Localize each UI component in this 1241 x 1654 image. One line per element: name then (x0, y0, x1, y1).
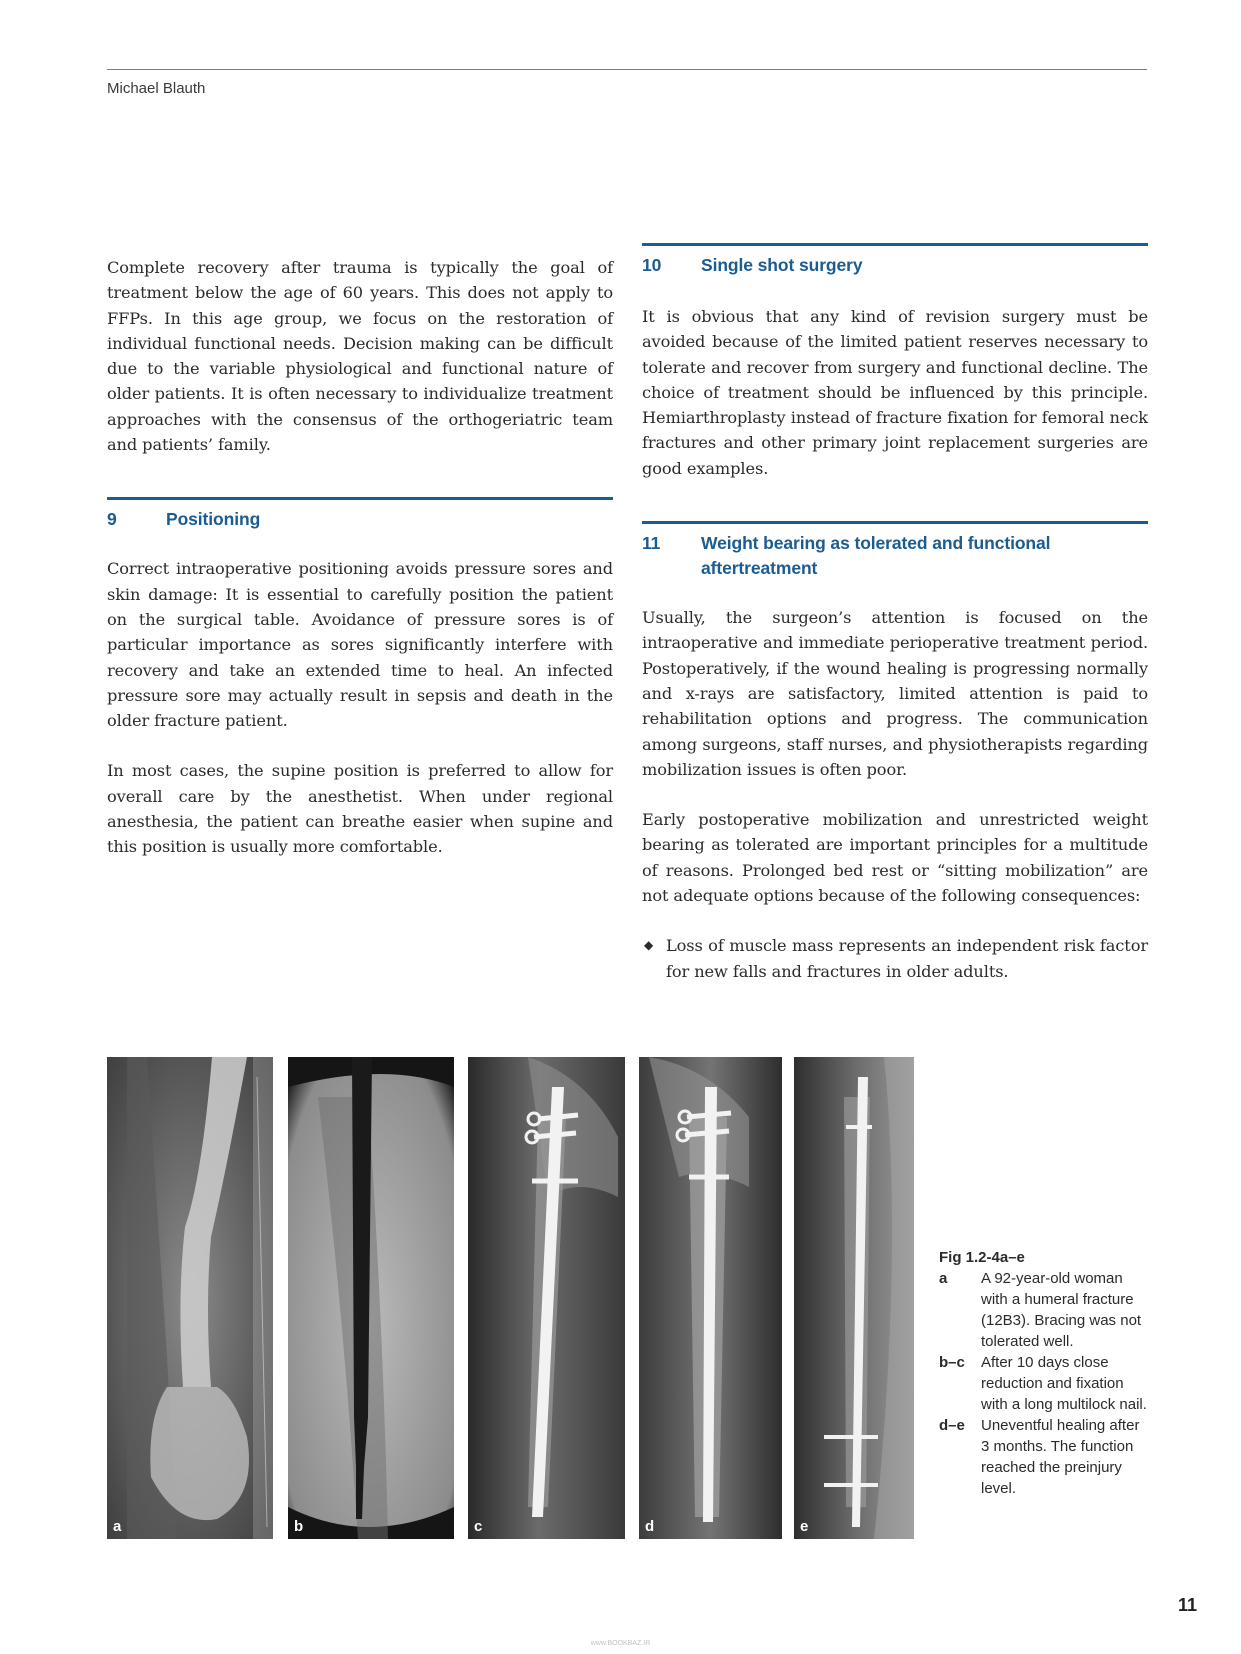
section-11-rule (642, 521, 1148, 524)
body-paragraph: Correct intraoperative positioning avoids pressure sores and skin damage: It is essential to carefully position the patient on the surgical table. Avoidance of pressure sores is of particular importance as sores significantly interfere with recovery and take an extended time to heal. An infected pressure sore may actually result in sepsis and death in the older fracture patient. (107, 559, 613, 731)
header-rule (107, 69, 1147, 70)
footer-watermark-url: www.BOOKBAZ.IR (590, 1640, 651, 1647)
bullet-diamond-icon: ◆ (644, 938, 654, 953)
section-number: 11 (642, 533, 661, 554)
panel-label-e: e (800, 1518, 809, 1535)
section-title: Weight bearing as tolerated and functional aftertreatment (701, 533, 1051, 579)
caption-key: b–c (939, 1354, 965, 1371)
intro-paragraph: Complete recovery after trauma is typically the goal of treatment below the age of 60 years. This does not apply to FFPs. In this age group, we focus on the restoration of individual functional needs. Decision making can be difficult due to the variable physiological and functional nature of older patients. It is often necessary to individualize treatment approaches with the consensus of the orthogeriatric team and patients’ family. (107, 258, 613, 455)
section-9-rule (107, 497, 613, 500)
body-paragraph: Early postoperative mobilization and unrestricted weight bearing as tolerated are important principles for a multitude of reasons. Prolonged bed rest or “sitting mobilization” are not adequate options because of the following consequences: (642, 810, 1148, 906)
page-number: 11 (1178, 1595, 1198, 1615)
body-paragraph: In most cases, the supine position is preferred to allow for overall care by the anesthetist. When under regional anesthesia, the patient can breathe easier when supine and this position is usually more comfortable. (107, 761, 613, 857)
panel-label-c: c (474, 1518, 483, 1535)
figure-caption (939, 1247, 1149, 1499)
caption-text: A 92-year-old woman with a humeral fracture (12B3). Bracing was not tolerated well. (981, 1270, 1142, 1350)
bullet-text: Loss of muscle mass represents an independent risk factor for new falls and fractures in older adults. (666, 936, 1148, 981)
xray-panel-e (794, 1057, 914, 1539)
caption-item (939, 1415, 1149, 1499)
caption-key: a (939, 1270, 948, 1287)
bullet-item (642, 933, 1148, 984)
xray-panel-a (107, 1057, 273, 1539)
xray-healed-lateral-image (794, 1057, 914, 1539)
caption-title: Fig 1.2-4a–e (939, 1249, 1025, 1266)
running-head-author: Michael Blauth (107, 80, 206, 97)
caption-item (939, 1268, 1149, 1352)
xray-panel-d (639, 1057, 782, 1539)
body-paragraph: It is obvious that any kind of revision surgery must be avoided because of the limited patient reserves necessary to tolerate and recover from surgery and functional decline. The choice of treatment should be influenced by this principle. Hemiarthroplasty instead of fracture fixation for femoral neck fractures and other primary joint replacement surgeries are good examples. (642, 307, 1148, 478)
xray-nailed-humerus-image (468, 1057, 625, 1539)
section-number: 9 (107, 509, 117, 530)
caption-key: d–e (939, 1417, 965, 1434)
caption-text: After 10 days close reduction and fixation with a long multilock nail. (981, 1354, 1147, 1413)
section-9-heading (107, 507, 613, 532)
xray-panel-b (288, 1057, 454, 1539)
xray-healed-humerus-image (639, 1057, 782, 1539)
section-number: 10 (642, 255, 662, 275)
section-11-heading (642, 531, 1148, 581)
section-10-rule (642, 243, 1148, 246)
body-paragraph: Usually, the surgeon’s attention is focused on the intraoperative and immediate perioperative treatment period. Postoperatively, if the wound healing is progressing normally and x-rays are satisfactory, limited attention is paid to rehabilitation options and progress. The communication among surgeons, staff nurses, and physiotherapists regarding mobilization issues is often poor. (642, 608, 1148, 779)
xray-panel-c (468, 1057, 625, 1539)
xray-intraop-fluoroscopy-image (288, 1057, 454, 1539)
panel-label-d: d (645, 1518, 655, 1535)
caption-text: Uneventful healing after 3 months. The function reached the preinjury level. (981, 1417, 1140, 1497)
section-title: Single shot surgery (701, 255, 863, 275)
panel-label-a: a (113, 1518, 122, 1535)
caption-item (939, 1352, 1149, 1415)
section-title: Positioning (166, 509, 261, 530)
right-column (642, 243, 1148, 984)
section-10-heading (642, 253, 1148, 278)
xray-humerus-fracture-image (107, 1057, 273, 1539)
panel-label-b: b (294, 1518, 304, 1535)
left-column (107, 255, 613, 860)
bullet-list (642, 933, 1148, 984)
